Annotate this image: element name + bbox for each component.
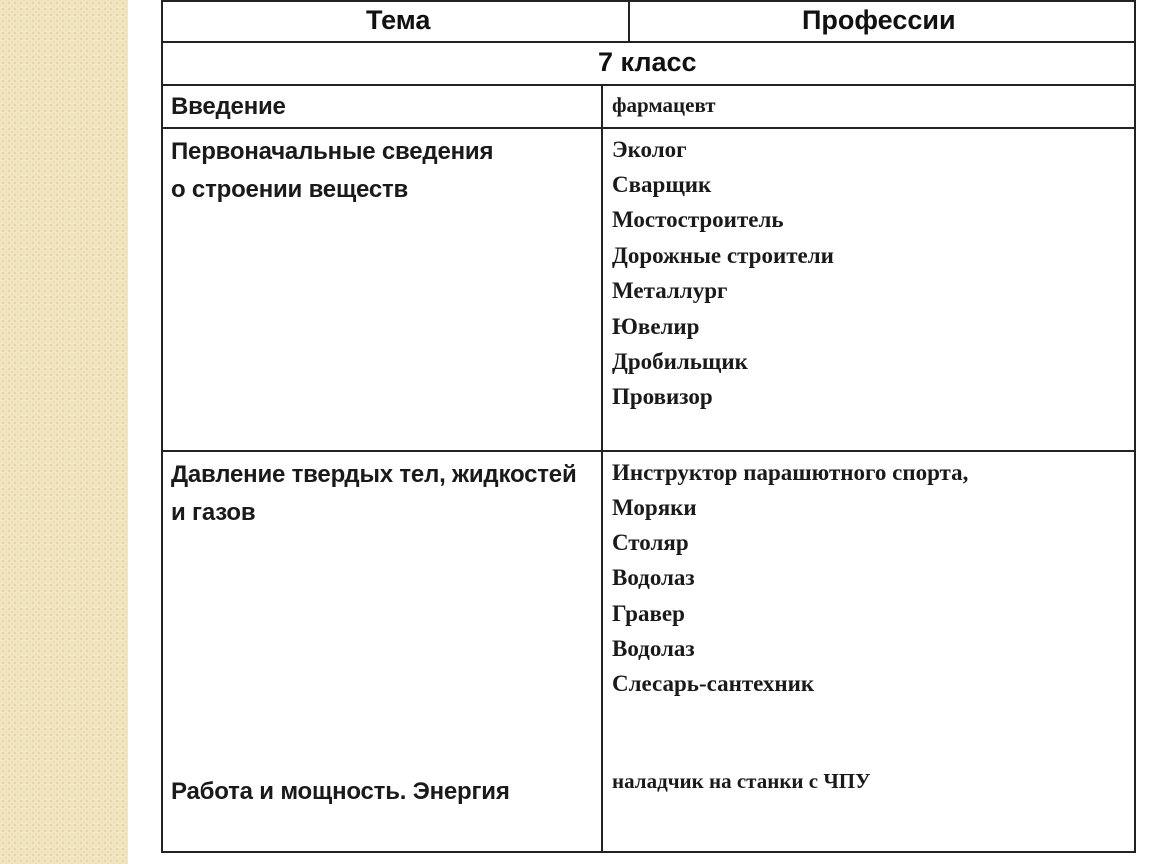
profession-item: наладчик на станки с ЧПУ [612, 769, 871, 793]
profession-item: Водолаз [612, 636, 695, 661]
profession-item: Металлург [612, 278, 728, 303]
topic-pressure-line2: и газов [171, 499, 256, 526]
profession-item: Гравер [612, 601, 685, 626]
profession-item: Эколог [612, 137, 687, 162]
profession-item: Инструктор парашютного спорта, [612, 460, 969, 485]
row-divider-intro [161, 127, 1136, 129]
profession-item: Сварщик [612, 172, 712, 197]
profession-item: Дорожные строители [612, 243, 834, 268]
header-professions: Профессии [802, 5, 956, 35]
row-divider-substance [161, 450, 1136, 452]
table-border-bottom [161, 851, 1136, 853]
profession-item: Мостостроитель [612, 207, 784, 232]
table-border-left [161, 0, 163, 853]
profession-item: Дробильщик [612, 349, 748, 374]
decorative-side-strip [0, 0, 128, 864]
topic-introduction: Введение [171, 93, 286, 120]
profession-item: Моряки [612, 495, 697, 520]
header-column-divider [628, 0, 630, 42]
profession-item: Водолаз [612, 565, 695, 590]
column-divider [601, 84, 603, 853]
topic-substance-structure-line1: Первоначальные сведения [171, 138, 494, 165]
row-divider-header [161, 41, 1136, 43]
header-topic: Тема [366, 5, 431, 35]
topic-work-power-energy: Работа и мощность. Энергия [171, 778, 510, 805]
topic-pressure-line1: Давление твердых тел, жидкостей [171, 461, 577, 488]
profession-item: фармацевт [612, 93, 716, 117]
profession-item: Столяр [612, 530, 689, 555]
table-border-right [1134, 0, 1136, 853]
profession-item: Ювелир [612, 314, 700, 339]
profession-item: Слесарь-сантехник [612, 671, 815, 696]
professions-table [161, 0, 1136, 853]
profession-item: Провизор [612, 384, 713, 409]
table-border-top [161, 0, 1136, 2]
row-divider-grade [161, 84, 1136, 86]
grade-row-label: 7 класс [598, 47, 697, 77]
topic-substance-structure-line2: о строении веществ [171, 176, 409, 203]
